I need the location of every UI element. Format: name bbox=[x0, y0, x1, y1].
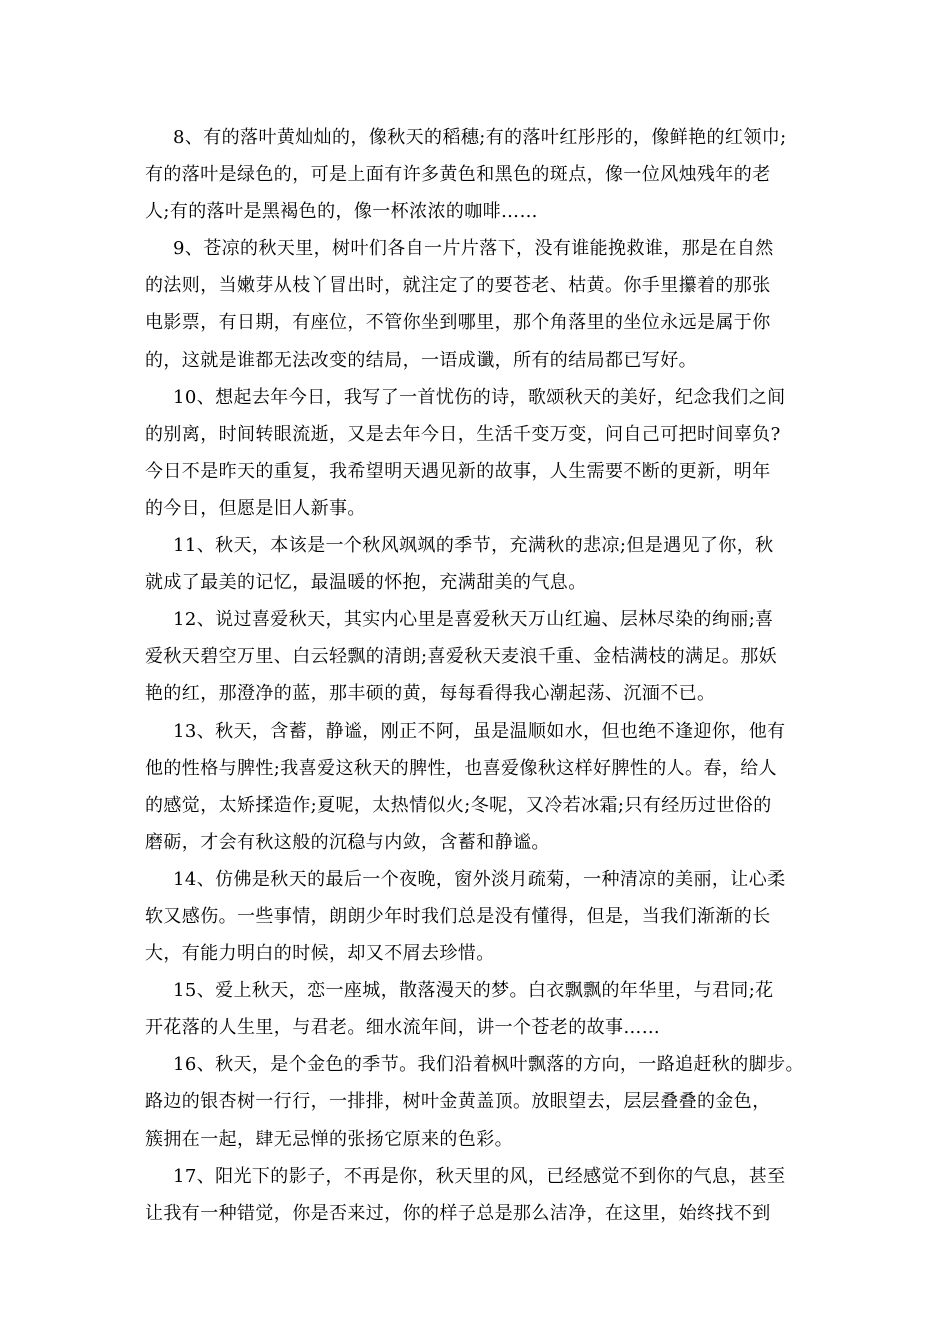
paragraph-line: 的法则，当嫩芽从枝丫冒出时，就注定了的要苍老、枯黄。你手里攥着的那张 bbox=[145, 275, 771, 297]
paragraph-14 bbox=[145, 861, 815, 972]
paragraph-line: 他的性格与脾性;我喜爱这秋天的脾性，也喜爱像秋这样好脾性的人。春，给人 bbox=[145, 757, 778, 779]
paragraph-16 bbox=[145, 1046, 815, 1157]
document-body bbox=[145, 119, 815, 1232]
paragraph-line: 人;有的落叶是黑褐色的，像一杯浓浓的咖啡…… bbox=[145, 201, 538, 223]
paragraph-11 bbox=[145, 527, 815, 601]
paragraph-8 bbox=[145, 119, 815, 230]
paragraph-line: 磨砺，才会有秋这般的沉稳与内敛，含蓄和静谧。 bbox=[145, 831, 550, 853]
paragraph-line: 电影票，有日期，有座位，不管你坐到哪里，那个角落里的坐位永远是属于你 bbox=[145, 312, 771, 334]
paragraph-line: 软又感伤。一些事情，朗朗少年时我们总是没有懂得，但是，当我们渐渐的长 bbox=[145, 905, 771, 927]
paragraph-10 bbox=[145, 379, 815, 527]
paragraph-line: 13、秋天，含蓄，静谧，刚正不阿，虽是温顺如水，但也绝不逢迎你，他有 bbox=[173, 720, 786, 742]
paragraph-12 bbox=[145, 601, 815, 712]
paragraph-line: 的，这就是谁都无法改变的结局，一语成谶，所有的结局都已写好。 bbox=[145, 349, 697, 371]
paragraph-line: 11、秋天，本该是一个秋风飒飒的季节，充满秋的悲凉;但是遇见了你，秋 bbox=[173, 535, 774, 557]
paragraph-line: 的今日，但愿是旧人新事。 bbox=[145, 497, 366, 519]
paragraph-line: 16、秋天，是个金色的季节。我们沿着枫叶飘落的方向，一路追赶秋的脚步。 bbox=[173, 1054, 804, 1076]
paragraph-line: 爱秋天碧空万里、白云轻飘的清朗;喜爱秋天麦浪千重、金桔满枝的满足。那妖 bbox=[145, 646, 778, 668]
paragraph-17 bbox=[145, 1158, 815, 1232]
paragraph-line: 10、想起去年今日，我写了一首忧伤的诗，歌颂秋天的美好，纪念我们之间 bbox=[173, 386, 786, 408]
paragraph-line: 艳的红，那澄净的蓝，那丰硕的黄，每每看得我心潮起荡、沉湎不已。 bbox=[145, 683, 716, 705]
paragraph-line: 让我有一种错觉，你是否来过，你的样子总是那么洁净，在这里，始终找不到 bbox=[145, 1202, 771, 1224]
paragraph-line: 的感觉，太矫揉造作;夏呢，太热情似火;冬呢，又冷若冰霜;只有经历过世俗的 bbox=[145, 794, 772, 816]
paragraph-line: 簇拥在一起，肆无忌惮的张扬它原来的色彩。 bbox=[145, 1128, 513, 1150]
paragraph-line: 路边的银杏树一行行，一排排，树叶金黄盖顶。放眼望去，层层叠叠的金色， bbox=[145, 1091, 771, 1113]
paragraph-line: 15、爱上秋天，恋一座城，散落漫天的梦。白衣飘飘的年华里，与君同;花 bbox=[173, 980, 774, 1002]
paragraph-15 bbox=[145, 972, 815, 1046]
paragraph-line: 有的落叶是绿色的，可是上面有许多黄色和黑色的斑点，像一位风烛残年的老 bbox=[145, 164, 771, 186]
paragraph-line: 大，有能力明白的时候，却又不屑去珍惜。 bbox=[145, 943, 495, 965]
paragraph-line: 9、苍凉的秋天里，树叶们各自一片片落下，没有谁能挽救谁，那是在自然 bbox=[173, 238, 774, 260]
paragraph-line: 就成了最美的记忆，最温暖的怀抱，充满甜美的气息。 bbox=[145, 572, 587, 594]
paragraph-line: 12、说过喜爱秋天，其实内心里是喜爱秋天万山红遍、层林尽染的绚丽;喜 bbox=[173, 609, 774, 631]
paragraph-13 bbox=[145, 713, 815, 861]
paragraph-line: 开花落的人生里，与君老。细水流年间，讲一个苍老的故事…… bbox=[145, 1017, 661, 1039]
paragraph-line: 14、仿佛是秋天的最后一个夜晚，窗外淡月疏菊，一种清凉的美丽，让心柔 bbox=[173, 868, 786, 890]
paragraph-line: 的别离，时间转眼流逝，又是去年今日，生活千变万变，问自己可把时间辜负? bbox=[145, 423, 781, 445]
paragraph-9 bbox=[145, 230, 815, 378]
paragraph-line: 17、阳光下的影子，不再是你，秋天里的风，已经感觉不到你的气息，甚至 bbox=[173, 1165, 786, 1187]
paragraph-line: 8、有的落叶黄灿灿的，像秋天的稻穗;有的落叶红彤彤的，像鲜艳的红领巾; bbox=[173, 127, 787, 148]
paragraph-line: 今日不是昨天的重复，我希望明天遇见新的故事，人生需要不断的更新，明年 bbox=[145, 460, 771, 482]
